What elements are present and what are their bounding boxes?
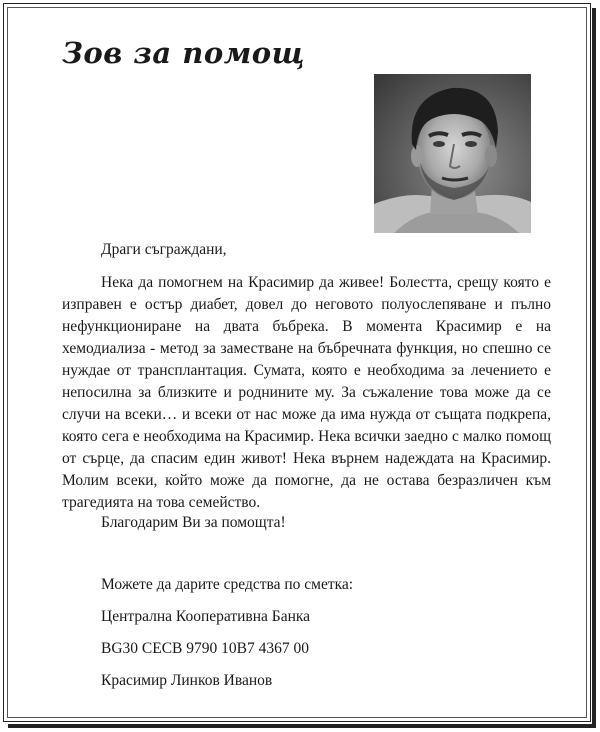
thanks-line: Благодарим Ви за помощта! xyxy=(101,514,286,531)
page-title: Зов за помощ xyxy=(62,36,306,70)
bank-name: Централна Кооперативна Банка xyxy=(101,608,311,625)
iban-number: BG30 CECB 9790 10B7 4367 00 xyxy=(101,640,309,657)
account-holder: Красимир Линков Иванов xyxy=(101,672,273,689)
portrait-photo xyxy=(374,74,531,233)
donation-label: Можете да дарите средства по сметка: xyxy=(101,576,354,593)
appeal-paragraph: Нека да помогнем на Красимир да живее! Болестта, срещу която е изправен е остър диабет, довел до неговото полуослепяване и пълно нефункциониране на двата бъбрека. В момента Красимир е на хемодиализа - метод за заместване на бъбречната функция, но спешно се нуждае от трансплантация. Сумата, която е необходима за лечението е непосилна за близките и роднините му. За съжаление това може да се случи на всеки… и всеки от нас може да има нужда от същата подкрепа, която сега е необходима на Красимир. Нека всички заедно с малко помощ от сърце, да спасим един живот! Нека върнем надеждата на Красимир. Молим всеки, който може да помогне, да не остава безразличен към трагедията на това семейство. xyxy=(62,274,551,511)
portrait-illustration xyxy=(374,74,531,233)
greeting: Драги съграждани, xyxy=(101,241,227,258)
